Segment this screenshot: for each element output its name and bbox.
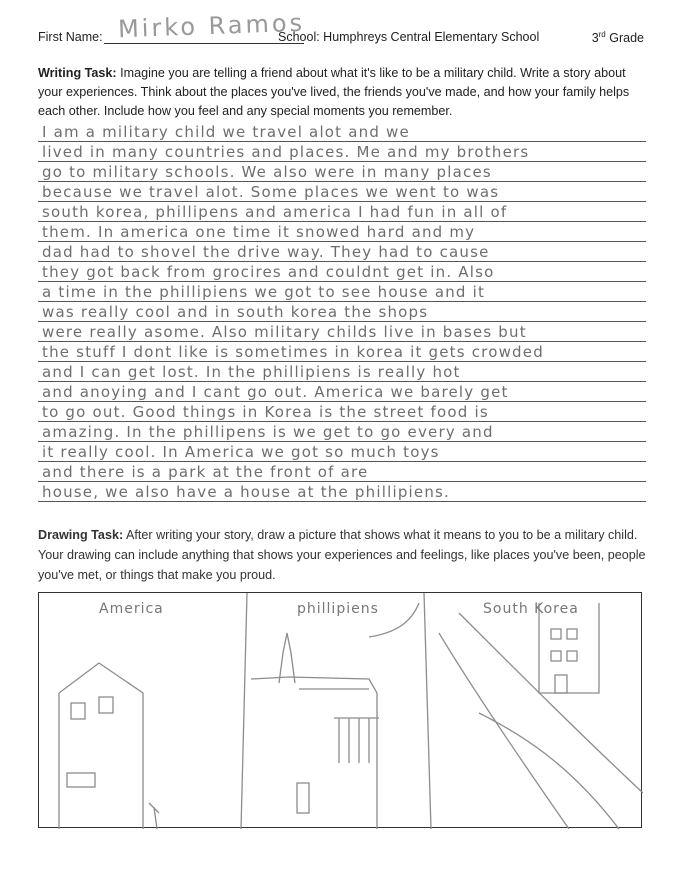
drawing-label-philippines: phillipiens [297,601,379,617]
story-line: and I can get lost. In the phillipiens is really hot [38,362,646,382]
writing-task-text: Imagine you are telling a friend about what it's like to be a military child. Write a story about your experiences. Think about the places you've lived, the friends you've made, and how your family helps each other. Include how you feel and any special moments you remember. [38,66,630,118]
korea-door [555,675,567,693]
philippines-fence [334,718,379,763]
story-line: and there is a park at the front of are [38,462,646,482]
america-window-1 [71,703,85,719]
philippines-door [297,783,309,813]
writing-lines [38,122,646,502]
story-line: they got back from grocires and couldnt get in. Also [38,262,646,282]
grade-word: Grade [609,31,644,46]
philippines-building [251,677,377,829]
korea-railroad [479,713,619,829]
story-line: to go out. Good things in Korea is the street food is [38,402,646,422]
writing-task [38,64,650,121]
korea-road-right [459,613,643,793]
story-line: go to military schools. We also were in many places [38,162,646,182]
drawing-task-label: Drawing Task: [38,528,124,542]
divider-left [241,593,247,829]
story-line: the stuff I dont like is sometimes in korea it gets crowded [38,342,646,362]
writing-task-label: Writing Task: [38,66,117,80]
drawing-task [38,525,650,585]
story-line: dad had to shovel the drive way. They had to cause [38,242,646,262]
drawing-task-text: After writing your story, draw a picture that shows what it means to you to be a military child. Your drawing can include anything that shows your experiences and feelings, like places you've been, people you've met, or things that make you proud. [38,528,646,582]
first-name-label: First Name: [38,30,103,44]
korea-road-left [439,633,569,829]
america-window-2 [99,697,113,713]
korea-window-2 [567,629,577,639]
grade-label [592,30,644,45]
america-house-roof [59,663,143,829]
korea-window-1 [551,629,561,639]
child-drawing [39,593,643,829]
story-line: them. In america one time it snowed hard and my [38,222,646,242]
header [38,8,648,48]
korea-window-4 [567,651,577,661]
story-line: and anoying and I cant go out. America we barely get [38,382,646,402]
america-tree [149,803,159,829]
first-name-line [104,43,304,44]
divider-right [424,593,431,829]
philippines-tower [279,633,295,683]
america-window-3 [67,773,95,787]
grade-suffix: rd [598,30,606,39]
story-line: amazing. In the phillipens is we get to go every and [38,422,646,442]
drawing-box [38,592,642,828]
drawing-strokes [59,593,643,829]
grade-number: 3 [591,31,599,46]
story-line: I am a military child we travel alot and we [38,122,646,142]
story-line: lived in many countries and places. Me and my brothers [38,142,646,162]
story-line: a time in the phillipiens we got to see house and it [38,282,646,302]
story-line: house, we also have a house at the phillipiens. [38,482,646,502]
story-line: were really asome. Also military childs live in bases but [38,322,646,342]
story-line: because we travel alot. Some places we went to was [38,182,646,202]
korea-window-3 [551,651,561,661]
story-line: it really cool. In America we got so much toys [38,442,646,462]
drawing-label-america: America [99,601,164,617]
story-line: south korea, phillipens and america I had fun in all of [38,202,646,222]
first-name-handwritten: Mirko Ramos [117,8,306,44]
school-label: School: Humphreys Central Elementary School [278,30,540,44]
drawing-label-korea: South Korea [483,601,579,617]
story-line: was really cool and in south korea the shops [38,302,646,322]
